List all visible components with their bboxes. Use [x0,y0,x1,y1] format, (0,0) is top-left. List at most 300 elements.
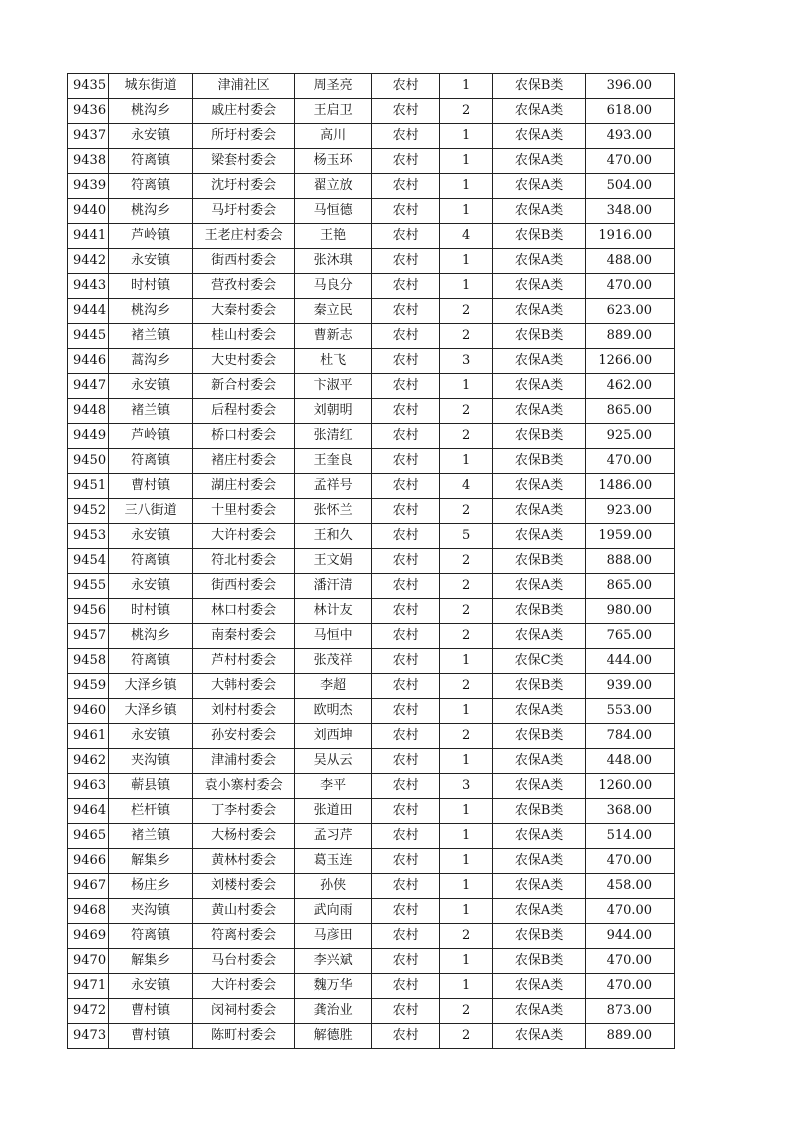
cell-serial-number: 9459 [68,674,109,699]
table-row [68,249,675,274]
cell-town: 曹村镇 [109,999,193,1024]
cell-person-count: 2 [440,1024,493,1049]
cell-name: 王启卫 [295,99,372,124]
cell-town: 芦岭镇 [109,224,193,249]
cell-category: 农保A类 [493,849,586,874]
cell-serial-number: 9439 [68,174,109,199]
cell-town: 桃沟乡 [109,624,193,649]
cell-village: 湖庄村委会 [193,474,295,499]
cell-name: 吴从云 [295,749,372,774]
cell-amount: 1959.00 [586,524,675,549]
cell-town: 城东街道 [109,74,193,99]
cell-amount: 504.00 [586,174,675,199]
cell-serial-number: 9455 [68,574,109,599]
cell-town: 时村镇 [109,274,193,299]
cell-category: 农保B类 [493,424,586,449]
cell-serial-number: 9448 [68,399,109,424]
table-row [68,149,675,174]
table-row [68,224,675,249]
cell-serial-number: 9454 [68,549,109,574]
cell-amount: 462.00 [586,374,675,399]
cell-village: 陈町村委会 [193,1024,295,1049]
cell-village: 孙安村委会 [193,724,295,749]
cell-town: 大泽乡镇 [109,674,193,699]
cell-village: 王老庄村委会 [193,224,295,249]
table-row [68,874,675,899]
cell-village: 大史村委会 [193,349,295,374]
cell-household-type: 农村 [372,324,440,349]
cell-household-type: 农村 [372,424,440,449]
cell-serial-number: 9472 [68,999,109,1024]
cell-name: 解德胜 [295,1024,372,1049]
cell-serial-number: 9467 [68,874,109,899]
cell-town: 符离镇 [109,549,193,574]
cell-person-count: 1 [440,949,493,974]
cell-category: 农保B类 [493,449,586,474]
cell-serial-number: 9471 [68,974,109,999]
table-row [68,449,675,474]
cell-amount: 923.00 [586,499,675,524]
cell-person-count: 1 [440,124,493,149]
cell-person-count: 3 [440,349,493,374]
cell-amount: 368.00 [586,799,675,824]
cell-household-type: 农村 [372,974,440,999]
cell-amount: 493.00 [586,124,675,149]
cell-serial-number: 9437 [68,124,109,149]
cell-serial-number: 9462 [68,749,109,774]
cell-village: 后程村委会 [193,399,295,424]
cell-household-type: 农村 [372,949,440,974]
cell-amount: 1916.00 [586,224,675,249]
cell-amount: 888.00 [586,549,675,574]
cell-person-count: 1 [440,974,493,999]
cell-town: 栏杆镇 [109,799,193,824]
cell-village: 新合村委会 [193,374,295,399]
table-row [68,749,675,774]
cell-household-type: 农村 [372,349,440,374]
table-row [68,924,675,949]
cell-name: 曹新志 [295,324,372,349]
table-row [68,649,675,674]
table-row [68,424,675,449]
cell-village: 津浦社区 [193,74,295,99]
cell-category: 农保B类 [493,949,586,974]
cell-household-type: 农村 [372,699,440,724]
cell-town: 符离镇 [109,449,193,474]
cell-category: 农保B类 [493,74,586,99]
cell-person-count: 2 [440,624,493,649]
cell-name: 王文娟 [295,549,372,574]
cell-town: 桃沟乡 [109,99,193,124]
cell-village: 闵祠村委会 [193,999,295,1024]
cell-town: 符离镇 [109,149,193,174]
cell-amount: 348.00 [586,199,675,224]
cell-household-type: 农村 [372,999,440,1024]
cell-name: 周圣亮 [295,74,372,99]
cell-person-count: 1 [440,874,493,899]
cell-village: 戚庄村委会 [193,99,295,124]
cell-household-type: 农村 [372,174,440,199]
cell-household-type: 农村 [372,649,440,674]
cell-person-count: 2 [440,674,493,699]
cell-serial-number: 9450 [68,449,109,474]
cell-person-count: 2 [440,299,493,324]
cell-name: 张清红 [295,424,372,449]
cell-category: 农保C类 [493,649,586,674]
cell-serial-number: 9456 [68,599,109,624]
cell-serial-number: 9469 [68,924,109,949]
cell-village: 刘楼村委会 [193,874,295,899]
cell-person-count: 1 [440,374,493,399]
table-row [68,474,675,499]
cell-amount: 1266.00 [586,349,675,374]
cell-category: 农保A类 [493,524,586,549]
cell-name: 李超 [295,674,372,699]
cell-category: 农保A类 [493,874,586,899]
cell-name: 卞淑平 [295,374,372,399]
cell-household-type: 农村 [372,749,440,774]
cell-village: 马台村委会 [193,949,295,974]
cell-person-count: 2 [440,999,493,1024]
cell-category: 农保A类 [493,474,586,499]
cell-name: 林计友 [295,599,372,624]
cell-serial-number: 9436 [68,99,109,124]
cell-town: 夹沟镇 [109,899,193,924]
cell-household-type: 农村 [372,524,440,549]
cell-person-count: 5 [440,524,493,549]
cell-person-count: 2 [440,499,493,524]
cell-town: 永安镇 [109,524,193,549]
cell-town: 大泽乡镇 [109,699,193,724]
cell-village: 林口村委会 [193,599,295,624]
cell-household-type: 农村 [372,624,440,649]
cell-town: 褚兰镇 [109,399,193,424]
cell-serial-number: 9447 [68,374,109,399]
table-row [68,824,675,849]
cell-town: 蕲县镇 [109,774,193,799]
cell-household-type: 农村 [372,124,440,149]
cell-category: 农保A类 [493,999,586,1024]
cell-household-type: 农村 [372,924,440,949]
cell-village: 袁小寨村委会 [193,774,295,799]
cell-name: 刘朝明 [295,399,372,424]
table-row [68,849,675,874]
cell-town: 永安镇 [109,574,193,599]
cell-person-count: 4 [440,224,493,249]
cell-village: 沈圩村委会 [193,174,295,199]
cell-category: 农保A类 [493,624,586,649]
cell-person-count: 1 [440,799,493,824]
records-table [67,73,675,1049]
cell-serial-number: 9463 [68,774,109,799]
cell-serial-number: 9443 [68,274,109,299]
table-row [68,324,675,349]
cell-town: 符离镇 [109,174,193,199]
table-row [68,949,675,974]
cell-household-type: 农村 [372,499,440,524]
cell-name: 武向雨 [295,899,372,924]
cell-town: 褚兰镇 [109,824,193,849]
cell-serial-number: 9457 [68,624,109,649]
cell-person-count: 1 [440,449,493,474]
table-row [68,99,675,124]
cell-town: 解集乡 [109,949,193,974]
cell-category: 农保A类 [493,974,586,999]
cell-village: 所圩村委会 [193,124,295,149]
cell-amount: 865.00 [586,574,675,599]
cell-household-type: 农村 [372,249,440,274]
cell-village: 大杨村委会 [193,824,295,849]
cell-household-type: 农村 [372,724,440,749]
cell-town: 曹村镇 [109,474,193,499]
cell-serial-number: 9445 [68,324,109,349]
cell-village: 南秦村委会 [193,624,295,649]
cell-amount: 980.00 [586,599,675,624]
cell-amount: 444.00 [586,649,675,674]
cell-name: 孟祥号 [295,474,372,499]
cell-amount: 470.00 [586,274,675,299]
cell-person-count: 2 [440,599,493,624]
cell-serial-number: 9435 [68,74,109,99]
cell-serial-number: 9470 [68,949,109,974]
cell-household-type: 农村 [372,474,440,499]
cell-town: 褚兰镇 [109,324,193,349]
table-row [68,674,675,699]
table-row [68,524,675,549]
cell-village: 街西村委会 [193,574,295,599]
cell-category: 农保A类 [493,774,586,799]
cell-serial-number: 9453 [68,524,109,549]
cell-serial-number: 9465 [68,824,109,849]
cell-household-type: 农村 [372,274,440,299]
table-row [68,374,675,399]
cell-town: 永安镇 [109,374,193,399]
cell-person-count: 2 [440,924,493,949]
cell-name: 杜飞 [295,349,372,374]
cell-person-count: 2 [440,574,493,599]
cell-category: 农保A类 [493,899,586,924]
cell-person-count: 4 [440,474,493,499]
cell-person-count: 1 [440,249,493,274]
cell-person-count: 1 [440,899,493,924]
cell-person-count: 1 [440,699,493,724]
cell-name: 张怀兰 [295,499,372,524]
table-row [68,299,675,324]
cell-amount: 470.00 [586,899,675,924]
cell-name: 王和久 [295,524,372,549]
cell-name: 张道田 [295,799,372,824]
cell-amount: 448.00 [586,749,675,774]
cell-household-type: 农村 [372,74,440,99]
cell-person-count: 1 [440,149,493,174]
cell-name: 王奎良 [295,449,372,474]
table-row [68,999,675,1024]
cell-category: 农保A类 [493,174,586,199]
cell-name: 马恒中 [295,624,372,649]
cell-amount: 925.00 [586,424,675,449]
cell-name: 马彦田 [295,924,372,949]
cell-household-type: 农村 [372,849,440,874]
document-sheet [67,73,675,1049]
cell-category: 农保A类 [493,574,586,599]
cell-household-type: 农村 [372,824,440,849]
cell-person-count: 2 [440,549,493,574]
cell-name: 魏万华 [295,974,372,999]
cell-name: 高川 [295,124,372,149]
cell-category: 农保A类 [493,824,586,849]
cell-name: 孟习芹 [295,824,372,849]
cell-name: 刘西坤 [295,724,372,749]
cell-person-count: 2 [440,424,493,449]
cell-category: 农保B类 [493,599,586,624]
cell-serial-number: 9468 [68,899,109,924]
cell-amount: 873.00 [586,999,675,1024]
cell-person-count: 1 [440,849,493,874]
cell-name: 张茂祥 [295,649,372,674]
cell-category: 农保A类 [493,749,586,774]
cell-serial-number: 9461 [68,724,109,749]
cell-name: 李兴斌 [295,949,372,974]
cell-category: 农保A类 [493,399,586,424]
cell-household-type: 农村 [372,899,440,924]
cell-household-type: 农村 [372,874,440,899]
cell-village: 津浦村委会 [193,749,295,774]
cell-town: 永安镇 [109,124,193,149]
table-row [68,899,675,924]
cell-category: 农保A类 [493,374,586,399]
cell-person-count: 1 [440,824,493,849]
cell-serial-number: 9441 [68,224,109,249]
cell-household-type: 农村 [372,224,440,249]
table-row [68,499,675,524]
table-row [68,774,675,799]
cell-town: 三八街道 [109,499,193,524]
cell-amount: 553.00 [586,699,675,724]
cell-person-count: 2 [440,724,493,749]
cell-amount: 618.00 [586,99,675,124]
cell-household-type: 农村 [372,1024,440,1049]
cell-category: 农保A类 [493,699,586,724]
cell-village: 营孜村委会 [193,274,295,299]
cell-household-type: 农村 [372,774,440,799]
table-row [68,349,675,374]
table-row [68,799,675,824]
cell-village: 大许村委会 [193,974,295,999]
cell-serial-number: 9440 [68,199,109,224]
cell-serial-number: 9466 [68,849,109,874]
cell-village: 十里村委会 [193,499,295,524]
cell-village: 褚庄村委会 [193,449,295,474]
cell-category: 农保B类 [493,924,586,949]
cell-amount: 623.00 [586,299,675,324]
cell-village: 黄山村委会 [193,899,295,924]
cell-name: 秦立民 [295,299,372,324]
cell-amount: 470.00 [586,974,675,999]
cell-amount: 470.00 [586,149,675,174]
cell-amount: 765.00 [586,624,675,649]
cell-serial-number: 9452 [68,499,109,524]
cell-name: 葛玉连 [295,849,372,874]
cell-category: 农保B类 [493,324,586,349]
cell-household-type: 农村 [372,199,440,224]
cell-village: 桂山村委会 [193,324,295,349]
table-row [68,549,675,574]
cell-person-count: 2 [440,399,493,424]
table-row [68,274,675,299]
table-row [68,1024,675,1049]
table-row [68,724,675,749]
cell-category: 农保A类 [493,274,586,299]
cell-household-type: 农村 [372,599,440,624]
table-row [68,399,675,424]
cell-serial-number: 9446 [68,349,109,374]
cell-household-type: 农村 [372,374,440,399]
cell-village: 黄林村委会 [193,849,295,874]
cell-amount: 514.00 [586,824,675,849]
cell-town: 曹村镇 [109,1024,193,1049]
cell-household-type: 农村 [372,574,440,599]
table-row [68,174,675,199]
cell-amount: 889.00 [586,324,675,349]
cell-person-count: 1 [440,274,493,299]
cell-person-count: 2 [440,99,493,124]
cell-village: 大韩村委会 [193,674,295,699]
cell-serial-number: 9451 [68,474,109,499]
cell-name: 王艳 [295,224,372,249]
cell-town: 桃沟乡 [109,299,193,324]
cell-household-type: 农村 [372,449,440,474]
cell-name: 杨玉环 [295,149,372,174]
table-row [68,699,675,724]
cell-household-type: 农村 [372,299,440,324]
cell-village: 符北村委会 [193,549,295,574]
cell-village: 刘村村委会 [193,699,295,724]
cell-household-type: 农村 [372,99,440,124]
cell-name: 马良分 [295,274,372,299]
cell-household-type: 农村 [372,399,440,424]
cell-category: 农保A类 [493,299,586,324]
cell-village: 马圩村委会 [193,199,295,224]
cell-village: 丁李村委会 [193,799,295,824]
cell-village: 芦村村委会 [193,649,295,674]
cell-village: 桥口村委会 [193,424,295,449]
cell-category: 农保A类 [493,99,586,124]
cell-amount: 939.00 [586,674,675,699]
cell-amount: 865.00 [586,399,675,424]
table-row [68,624,675,649]
cell-name: 翟立放 [295,174,372,199]
cell-name: 龚治业 [295,999,372,1024]
cell-amount: 470.00 [586,849,675,874]
cell-amount: 488.00 [586,249,675,274]
cell-serial-number: 9444 [68,299,109,324]
cell-person-count: 1 [440,74,493,99]
cell-village: 大许村委会 [193,524,295,549]
cell-household-type: 农村 [372,549,440,574]
cell-household-type: 农村 [372,674,440,699]
cell-serial-number: 9460 [68,699,109,724]
cell-name: 孙侠 [295,874,372,899]
cell-amount: 889.00 [586,1024,675,1049]
cell-amount: 1486.00 [586,474,675,499]
cell-village: 街西村委会 [193,249,295,274]
table-row [68,74,675,99]
cell-category: 农保A类 [493,149,586,174]
cell-amount: 458.00 [586,874,675,899]
cell-person-count: 1 [440,649,493,674]
cell-name: 马恒德 [295,199,372,224]
cell-serial-number: 9438 [68,149,109,174]
